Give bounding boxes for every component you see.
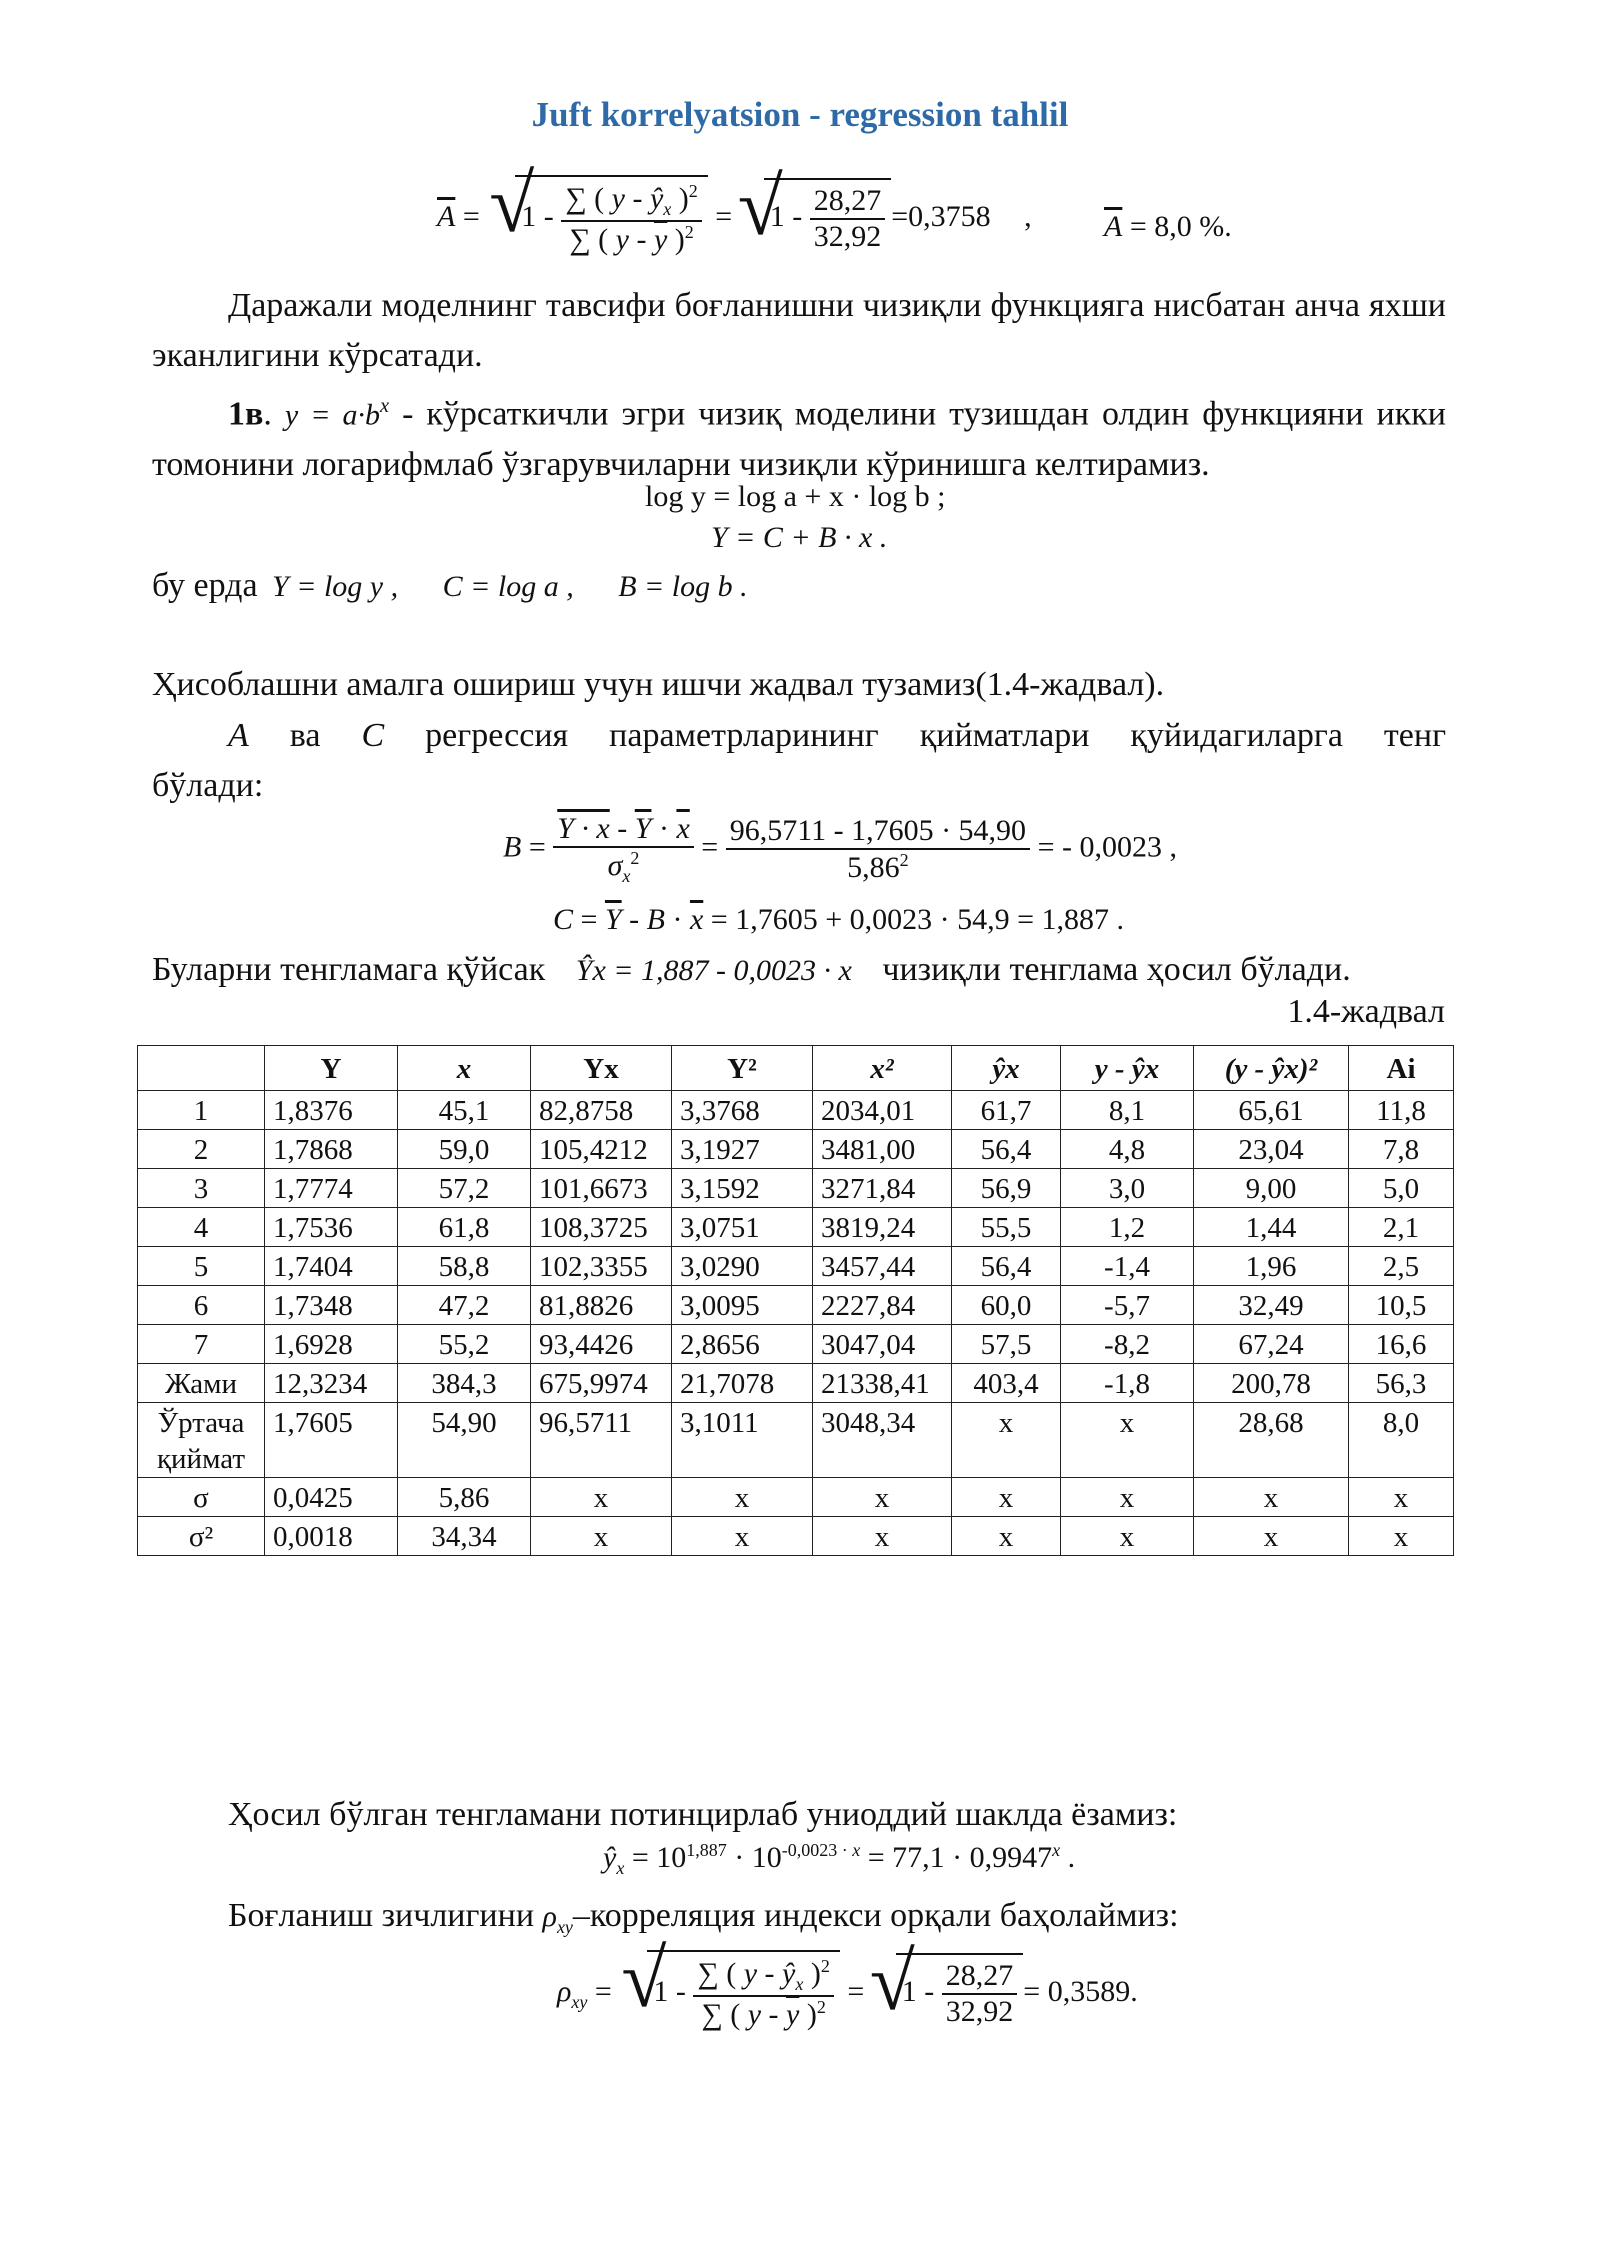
table-cell: 45,1 [398,1091,531,1130]
para4-text: регрессия параметрларининг қийматлари қуйидагиларга тенг бўлади: [152,717,1447,804]
table-cell: 57,2 [398,1169,531,1208]
para4-mid: ва [289,717,321,754]
table-header-cell: x [398,1046,531,1091]
table-cell: 3047,04 [813,1325,952,1364]
table-cell: 59,0 [398,1130,531,1169]
para7-a: Боғланиш зичлигини [228,1897,535,1934]
table-cell: 56,9 [952,1169,1061,1208]
table-cell: 21,7078 [672,1364,813,1403]
table-cell: 9,00 [1194,1169,1349,1208]
table-header-cell: Y² [672,1046,813,1091]
formula-c: $C = \overline{Y} - B \cdot \overline{x} = 1,7605 + 0,0023 \cdot 54,9 = 1,887$ . [553,903,1125,936]
table-cell: 32,49 [1194,1286,1349,1325]
table-cell: 55,5 [952,1208,1061,1247]
table-cell: 1,7404 [265,1247,398,1286]
rho-result: = 0,3589. [1023,1974,1138,2008]
table-cell: x [1349,1478,1454,1517]
where-label: бу ерда [152,567,258,604]
para4-c: C [361,717,385,754]
table-row [138,1091,1454,1130]
table-cell: 1,96 [1194,1247,1349,1286]
table-cell: 61,8 [398,1208,531,1247]
table-cell: 11,8 [1349,1091,1454,1130]
table-cell: 0,0018 [265,1517,398,1556]
table-cell: 2034,01 [813,1091,952,1130]
table-cell: 61,7 [952,1091,1061,1130]
formula-num: 28,27 [810,184,886,220]
page-title: Juft korrelyatsion - regression tahlil [531,95,1069,134]
row-label: 7 [138,1325,265,1364]
table-cell: 102,3355 [531,1247,672,1286]
table-cell: 3,1011 [672,1403,813,1478]
table-cell: 28,68 [1194,1403,1349,1478]
table-row [138,1517,1454,1556]
table-cell: -8,2 [1061,1325,1194,1364]
table-cell: -1,4 [1061,1247,1194,1286]
table-cell: 1,2 [1061,1208,1194,1247]
table-cell: 108,3725 [531,1208,672,1247]
equation-potentiated: $ŷ_x = 10^{1,887} \cdot 10^{-0,0023 \cdot x} = 77,1 \cdot 0,9947^x$ . [603,1840,1076,1878]
where-item-2: C = log a , [442,570,574,603]
table-cell: 10,5 [1349,1286,1454,1325]
table-cell: 4,8 [1061,1130,1194,1169]
table-cell: x [952,1403,1061,1478]
formula-rho: $\rho_{xy}$ = √ 1 - $\frac{\sum ( y - ŷ_x )^2}{\sum ( y - \overline{y} )^2}$ = √ 1 - $\frac{28,27}{32,92}$ = 0,3589. [557,1950,1138,2032]
table-cell: 8,0 [1349,1403,1454,1478]
table-cell: 7,8 [1349,1130,1454,1169]
paragraph-3: Ҳисоблашни амалга ошириш учун ишчи жадвал тузамиз(1.4-жадвал). [152,666,1165,703]
table-row [138,1403,1454,1478]
para5-b: чизиқли тенглама ҳосил бўлади. [882,951,1351,988]
table-cell: x [952,1517,1061,1556]
where-item-1: Y = log y , [272,570,399,603]
table-cell: 1,7868 [265,1130,398,1169]
table-cell: 3,3768 [672,1091,813,1130]
table-cell: 23,04 [1194,1130,1349,1169]
table-row [138,1286,1454,1325]
table-cell: 8,1 [1061,1091,1194,1130]
table-cell: 3,0290 [672,1247,813,1286]
formula-b-result: = - 0,0023 , [1037,830,1177,864]
table-header-cell [138,1046,265,1091]
paragraph-2: 1в. $y = a\cdot b^x$ - кўрсаткичли эгри чизиқ моделини тузишдан олдин функцияни икки томонини логарифмлаб ўзгарувчиларни чизиқли кўринишга келтирамиз. [152,395,1446,484]
table-cell: 403,4 [952,1364,1061,1403]
equation-log: log y = log a + x · log b ; [645,480,946,513]
table-cell: 3481,00 [813,1130,952,1169]
table-cell: 1,7536 [265,1208,398,1247]
table-cell: 57,5 [952,1325,1061,1364]
table-cell: 5,86 [398,1478,531,1517]
formula-result: =0,3758 [891,199,991,233]
table-cell: 81,8826 [531,1286,672,1325]
table-cell: 93,4426 [531,1325,672,1364]
table-cell: 5,0 [1349,1169,1454,1208]
where-line [152,561,748,612]
para2-lead: 1в [228,395,264,433]
paragraph-1: Даражали моделнинг тавсифи боғланишни чизиқли функцияга нисбатан анча яхши эканлигини кўрсатади. [152,287,1446,374]
para2-model: y = a·b [284,398,380,432]
table-cell: x [672,1517,813,1556]
table-cell: 675,9974 [531,1364,672,1403]
table-cell: 12,3234 [265,1364,398,1403]
table-cell: 56,3 [1349,1364,1454,1403]
formula-den: 32,92 [813,220,882,253]
table-cell: 3,0751 [672,1208,813,1247]
table-cell: 3819,24 [813,1208,952,1247]
table-cell: 2227,84 [813,1286,952,1325]
row-label: Ўртача қиймат [138,1403,265,1478]
table-cell: 1,6928 [265,1325,398,1364]
table-cell: 105,4212 [531,1130,672,1169]
table-cell: 1,7605 [265,1403,398,1478]
table-cell: x [1061,1478,1194,1517]
table-cell: 60,0 [952,1286,1061,1325]
table-cell: 1,8376 [265,1091,398,1130]
table-cell: 1,44 [1194,1208,1349,1247]
table-cell: 2,5 [1349,1247,1454,1286]
table-cell: 54,90 [398,1403,531,1478]
table-cell: 3457,44 [813,1247,952,1286]
paragraph-7 [228,1891,1179,1952]
table-cell: x [1061,1403,1194,1478]
para4-a: A [228,717,249,754]
row-label: 1 [138,1091,265,1130]
table-cell: 2,1 [1349,1208,1454,1247]
table-row [138,1478,1454,1517]
table-cell: 56,4 [952,1247,1061,1286]
para7-sym: $\rho_{xy}$ [542,1900,573,1937]
table-cell: x [1349,1517,1454,1556]
where-item-3: B = log b . [618,570,748,603]
table-row [138,1325,1454,1364]
table-cell: 58,8 [398,1247,531,1286]
table-row [138,1364,1454,1403]
para7-b: –корреляция индекси орқали баҳолаймиз: [572,1897,1179,1934]
rho-num: 28,27 [942,1959,1018,1995]
table-header-cell: Yx [531,1046,672,1091]
table-cell: x [672,1478,813,1517]
table-row [138,1169,1454,1208]
para5-eq: Ŷx = 1,887 - 0,0023 · x [575,954,852,987]
table-cell: 3,1927 [672,1130,813,1169]
table-cell: x [531,1517,672,1556]
table-cell: 34,34 [398,1517,531,1556]
table-cell: 3,0 [1061,1169,1194,1208]
formula-a-mean: $\overline{A} = 8,0$ %. [1104,210,1232,243]
table-cell: -1,8 [1061,1364,1194,1403]
table-cell: 200,78 [1194,1364,1349,1403]
table-caption: 1.4-жадвал [1287,993,1445,1030]
table-cell: 0,0425 [265,1478,398,1517]
table-cell: 3,1592 [672,1169,813,1208]
table-header-cell: Ai [1349,1046,1454,1091]
table-cell: x [813,1478,952,1517]
rho-den: 32,92 [945,1995,1014,2028]
row-label: 4 [138,1208,265,1247]
table-cell: 67,24 [1194,1325,1349,1364]
table-row [138,1208,1454,1247]
table-cell: 101,6673 [531,1169,672,1208]
table-cell: -5,7 [1061,1286,1194,1325]
formula-approx-error: $\overline{A}$ = √ 1 - $\frac{\sum ( y - ŷ_x )^2}{\sum ( y - \overline{y} )^2}$ = √ 1 - $\frac{28,27}{32,92}$ =0,3758 , [437,175,1032,257]
table-cell: 47,2 [398,1286,531,1325]
formula-b: B = $\frac{Y \cdot x - \overline{Y} \cdot \overline{x}}{\sigma_x^2}$ = $\frac{96,5711 - 1,7605 \cdot 54,90}{5,86^2}$ = - 0,0023 , [503,812,1177,886]
table-cell: 96,5711 [531,1403,672,1478]
para2-text: - кўрсаткичли эгри чизиқ моделини тузишдан олдин функцияни икки томонини логарифмлаб ўзгарувчиларни чизиқли кўринишга келтирамиз. [152,395,1446,484]
table-cell: 21338,41 [813,1364,952,1403]
row-label: 3 [138,1169,265,1208]
table-cell: 2,8656 [672,1325,813,1364]
row-label: σ² [138,1517,265,1556]
table-row [138,1130,1454,1169]
table-header-cell: ŷx [952,1046,1061,1091]
table-cell: 82,8758 [531,1091,672,1130]
para5-a: Буларни тенгламага қўйсак [152,951,546,988]
table-header-cell: x² [813,1046,952,1091]
row-label: σ [138,1478,265,1517]
table-cell: 16,6 [1349,1325,1454,1364]
paragraph-4 [152,711,1446,811]
formula-b-num: 96,5711 - 1,7605 · 54,90 [726,814,1030,850]
table-header-cell: (y - ŷx)² [1194,1046,1349,1091]
table-cell: x [1194,1478,1349,1517]
table-cell: x [531,1478,672,1517]
table-row [138,1247,1454,1286]
table-cell: x [1061,1517,1194,1556]
row-label: 6 [138,1286,265,1325]
data-table [137,1045,1454,1556]
table-cell: 1,7348 [265,1286,398,1325]
para2-model-sup: x [379,395,390,417]
equation-linear: Y = C + B · x . [711,521,888,554]
table-cell: x [952,1478,1061,1517]
paragraph-6: Ҳосил бўлган тенгламани потинцирлаб униоддий шаклда ёзамиз: [228,1796,1178,1833]
table-cell: 65,61 [1194,1091,1349,1130]
table-cell: 3271,84 [813,1169,952,1208]
paragraph-5 [152,945,1351,996]
table-cell: 55,2 [398,1325,531,1364]
table-cell: x [1194,1517,1349,1556]
formula-sep: , [1024,199,1032,233]
table-cell: 3,0095 [672,1286,813,1325]
row-label: Жами [138,1364,265,1403]
row-label: 5 [138,1247,265,1286]
table-header-cell: y - ŷx [1061,1046,1194,1091]
table-cell: x [813,1517,952,1556]
row-label: 2 [138,1130,265,1169]
table-cell: 3048,34 [813,1403,952,1478]
table-cell: 384,3 [398,1364,531,1403]
table-header-cell: Y [265,1046,398,1091]
table-cell: 56,4 [952,1130,1061,1169]
table-cell: 1,7774 [265,1169,398,1208]
